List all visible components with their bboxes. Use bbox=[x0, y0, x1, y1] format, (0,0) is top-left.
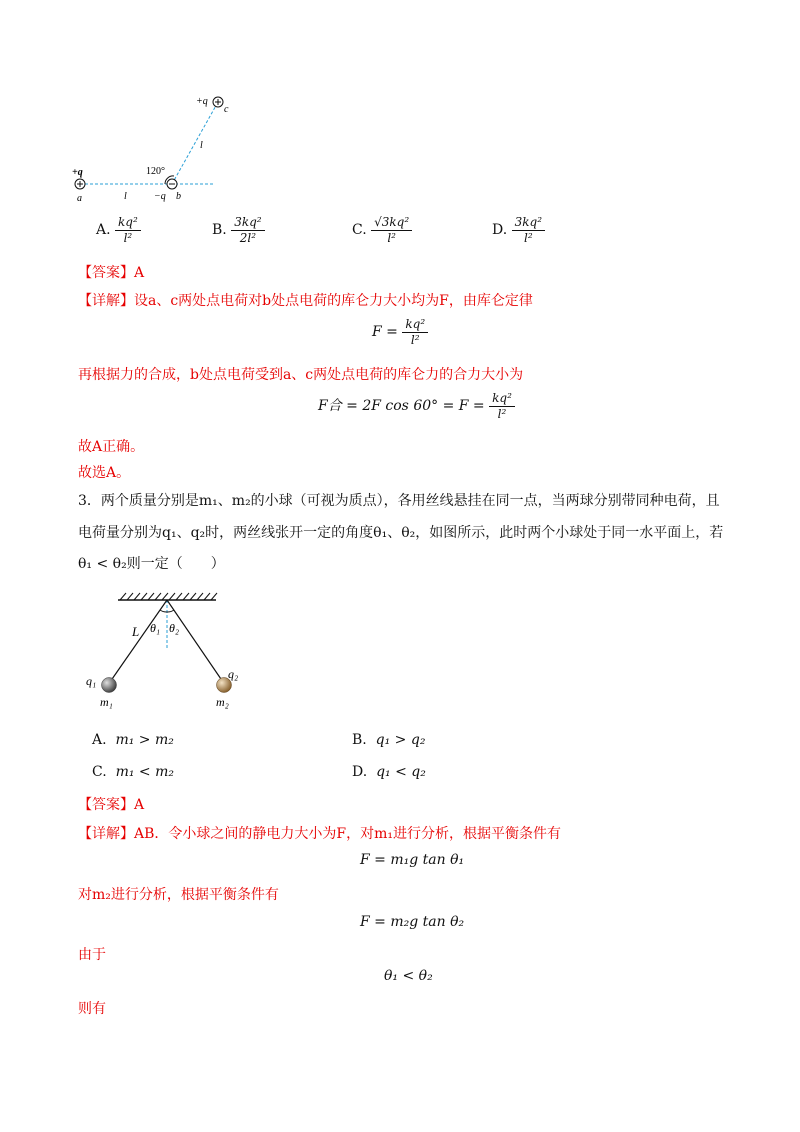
label-m2: m₂ bbox=[216, 695, 229, 709]
label-L: L bbox=[132, 624, 140, 639]
slanted-dashed-line bbox=[172, 102, 218, 184]
label-b: b bbox=[176, 191, 181, 202]
charge-c-icon bbox=[213, 97, 223, 107]
label-l-bottom: l bbox=[124, 191, 127, 202]
q3-equation-3: θ₁ < θ₂ bbox=[384, 968, 433, 984]
q2-answer: 【答案】A bbox=[78, 265, 145, 281]
q2-option-b bbox=[212, 216, 265, 244]
q2-equation-1: F = $\frac{\text{kq²}}{\text{l²}}$ bbox=[372, 318, 428, 346]
q2-option-d bbox=[492, 216, 545, 244]
string-right bbox=[167, 600, 223, 682]
label-plus-q-left: +q bbox=[72, 167, 83, 178]
label-angle: 120° bbox=[146, 166, 165, 177]
label-c: c bbox=[224, 104, 229, 115]
option-fraction: $\frac{\text{√3kq²}}{\text{l²}}$ bbox=[371, 216, 412, 244]
option-fraction: $\frac{\text{3kq²}}{\text{l²}}$ bbox=[512, 216, 545, 244]
option-letter: D. bbox=[492, 222, 508, 239]
q2-option-c bbox=[352, 216, 412, 244]
angle-arc-left bbox=[160, 610, 167, 612]
option-letter: A. bbox=[96, 222, 111, 239]
q2-detail-line1: 【详解】设a、c两处点电荷对b处点电荷的库仑力大小均为F，由库仑定律 bbox=[78, 293, 533, 309]
label-a: a bbox=[77, 193, 82, 204]
label-theta1: θ₁ bbox=[150, 621, 161, 635]
q3-equation-2: F = m₂g tan θ₂ bbox=[360, 914, 465, 930]
charge-figure bbox=[60, 88, 260, 208]
q3-option-d: D. q₁ < q₂ bbox=[352, 764, 426, 780]
q3-option-c: C. m₁ < m₂ bbox=[92, 764, 174, 780]
label-m1: m₁ bbox=[100, 695, 113, 709]
ball-1-icon bbox=[102, 678, 117, 693]
q3-detail-line2: 对m₂进行分析，根据平衡条件有 bbox=[78, 887, 279, 903]
q3-detail-line4: 则有 bbox=[78, 1001, 106, 1017]
label-l-slant: l bbox=[200, 140, 203, 151]
angle-arc-right bbox=[167, 610, 174, 612]
option-fraction: $\frac{\text{3kq²}}{\text{2l²}}$ bbox=[231, 216, 264, 244]
label-minus-q: −q bbox=[154, 191, 166, 202]
q3-option-b: B. q₁ > q₂ bbox=[352, 732, 426, 748]
q3-answer: 【答案】A bbox=[78, 797, 145, 813]
ceiling-hatch bbox=[120, 593, 217, 600]
charge-a-icon bbox=[75, 179, 85, 189]
q2-detail-line4: 故选A。 bbox=[78, 465, 131, 481]
q3-stem-line1: 3．两个质量分别是m₁、m₂的小球（可视为质点），各用丝线悬挂在同一点，当两球分别带同种电荷，且 bbox=[78, 493, 720, 509]
q3-stem-line2: 电荷量分别为q₁、q₂时，两丝线张开一定的角度θ₁、θ₂，如图所示，此时两个小球处于同一水平面上，若 bbox=[78, 525, 724, 541]
label-q1: q₁ bbox=[86, 674, 97, 688]
option-fraction: $\frac{\text{kq²}}{\text{l²}}$ bbox=[115, 216, 141, 244]
q3-detail-line3: 由于 bbox=[78, 947, 106, 963]
q2-option-a bbox=[96, 216, 141, 244]
q2-equation-2: F合 = 2F cos 60° = F = $\frac{\text{kq²}}{\text{l²}}$ bbox=[318, 392, 515, 420]
option-letter: B. bbox=[212, 222, 227, 239]
label-theta2: θ₂ bbox=[169, 621, 180, 635]
string-left bbox=[110, 600, 167, 682]
q2-detail-line3: 故A正确。 bbox=[78, 439, 145, 455]
q2-detail-line2: 再根据力的合成，b处点电荷受到a、c两处点电荷的库仑力的合力大小为 bbox=[78, 367, 524, 383]
q3-equation-1: F = m₁g tan θ₁ bbox=[360, 852, 465, 868]
charge-b-icon bbox=[167, 179, 177, 189]
q3-stem-line3: θ₁ < θ₂则一定（ ） bbox=[78, 556, 225, 572]
label-plus-q-top: +q bbox=[196, 96, 208, 107]
q3-option-a: A. m₁ > m₂ bbox=[92, 732, 174, 748]
q3-detail-line1: 【详解】AB．令小球之间的静电力大小为F，对m₁进行分析，根据平衡条件有 bbox=[78, 826, 561, 842]
option-letter: C. bbox=[352, 222, 367, 239]
label-q2: q₂ bbox=[228, 667, 239, 681]
pendulum-figure bbox=[80, 588, 260, 718]
